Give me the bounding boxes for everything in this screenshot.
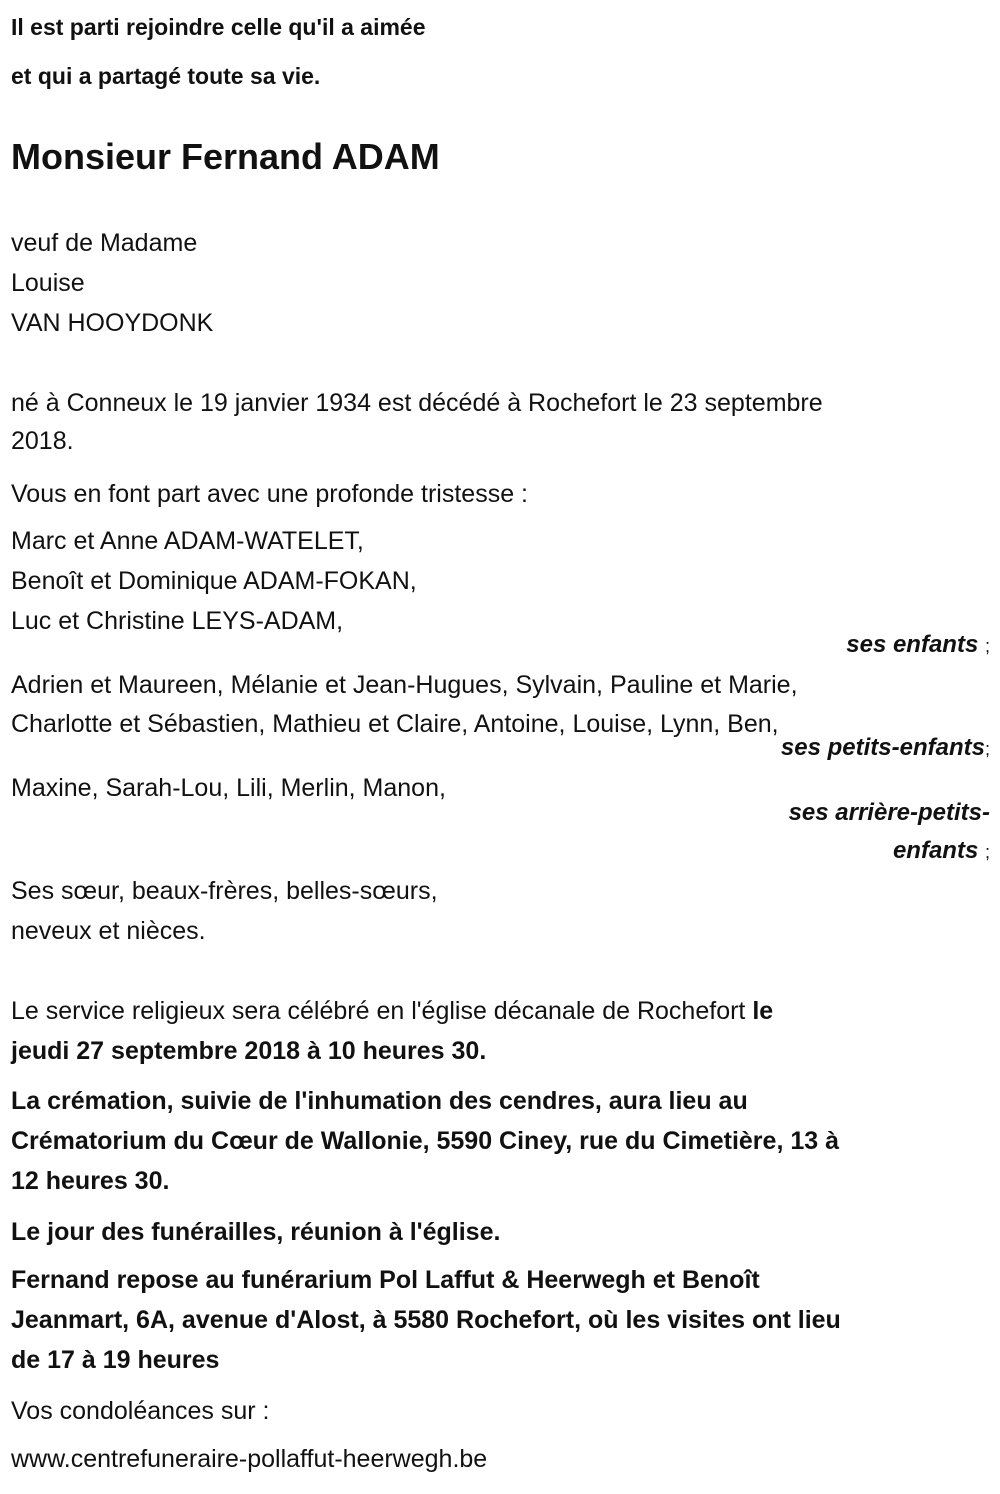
spouse-line: Louise xyxy=(11,269,85,297)
visit-line: de 17 à 19 heures xyxy=(11,1346,220,1374)
service-date: jeudi 27 septembre 2018 à 10 heures 30. xyxy=(11,1037,487,1065)
great-grandchildren-label: enfants ; xyxy=(892,837,990,864)
birth-death-line: 2018. xyxy=(11,427,74,455)
website-link[interactable]: www.centrefuneraire-pollaffut-heerwegh.be xyxy=(11,1445,488,1473)
grandchild-line: Charlotte et Sébastien, Mathieu et Claire, Antoine, Louise, Lynn, Ben, xyxy=(11,710,779,738)
child-line: Luc et Christine LEYS-ADAM, xyxy=(11,607,344,635)
child-line: Benoît et Dominique ADAM-FOKAN, xyxy=(11,567,417,595)
visit-line: Jeanmart, 6A, avenue d'Alost, à 5580 Rochefort, où les visites ont lieu xyxy=(11,1306,841,1334)
page-title: Monsieur Fernand ADAM xyxy=(11,136,440,177)
cremation-line: Crématorium du Cœur de Wallonie, 5590 Ciney, rue du Cimetière, 13 à xyxy=(11,1127,839,1155)
great-grandchildren-label: ses arrière-petits- xyxy=(788,799,990,826)
grandchild-line: Adrien et Maureen, Mélanie et Jean-Hugues, Sylvain, Pauline et Marie, xyxy=(11,671,798,699)
others-line: neveux et nièces. xyxy=(11,917,206,945)
service-line: Le service religieux sera célébré en l'église décanale de Rochefort le xyxy=(11,997,774,1025)
condolences-label: Vos condoléances sur : xyxy=(11,1397,270,1425)
intro-line: et qui a partagé toute sa vie. xyxy=(11,63,321,89)
grandchildren-label: ses petits-enfants; xyxy=(780,734,990,761)
children-label: ses enfants ; xyxy=(846,631,990,658)
visit-line: Fernand repose au funérarium Pol Laffut & Heerwegh et Benoît xyxy=(11,1266,760,1294)
cremation-line: 12 heures 30. xyxy=(11,1167,170,1195)
birth-death-line: né à Conneux le 19 janvier 1934 est décédé à Rochefort le 23 septembre xyxy=(11,389,823,417)
intro-line: Il est parti rejoindre celle qu'il a aimée xyxy=(11,14,426,40)
great-grandchildren-line: Maxine, Sarah-Lou, Lili, Merlin, Manon, xyxy=(11,774,446,802)
spouse-line: VAN HOOYDONK xyxy=(11,309,214,337)
spouse-line: veuf de Madame xyxy=(11,229,198,257)
meeting-text: Le jour des funérailles, réunion à l'église. xyxy=(11,1218,501,1246)
cremation-line: La crémation, suivie de l'inhumation des cendres, aura lieu au xyxy=(11,1087,748,1115)
child-line: Marc et Anne ADAM-WATELET, xyxy=(11,527,364,555)
announce-text: Vous en font part avec une profonde tristesse : xyxy=(11,480,528,508)
others-line: Ses sœur, beaux-frères, belles-sœurs, xyxy=(11,877,438,905)
